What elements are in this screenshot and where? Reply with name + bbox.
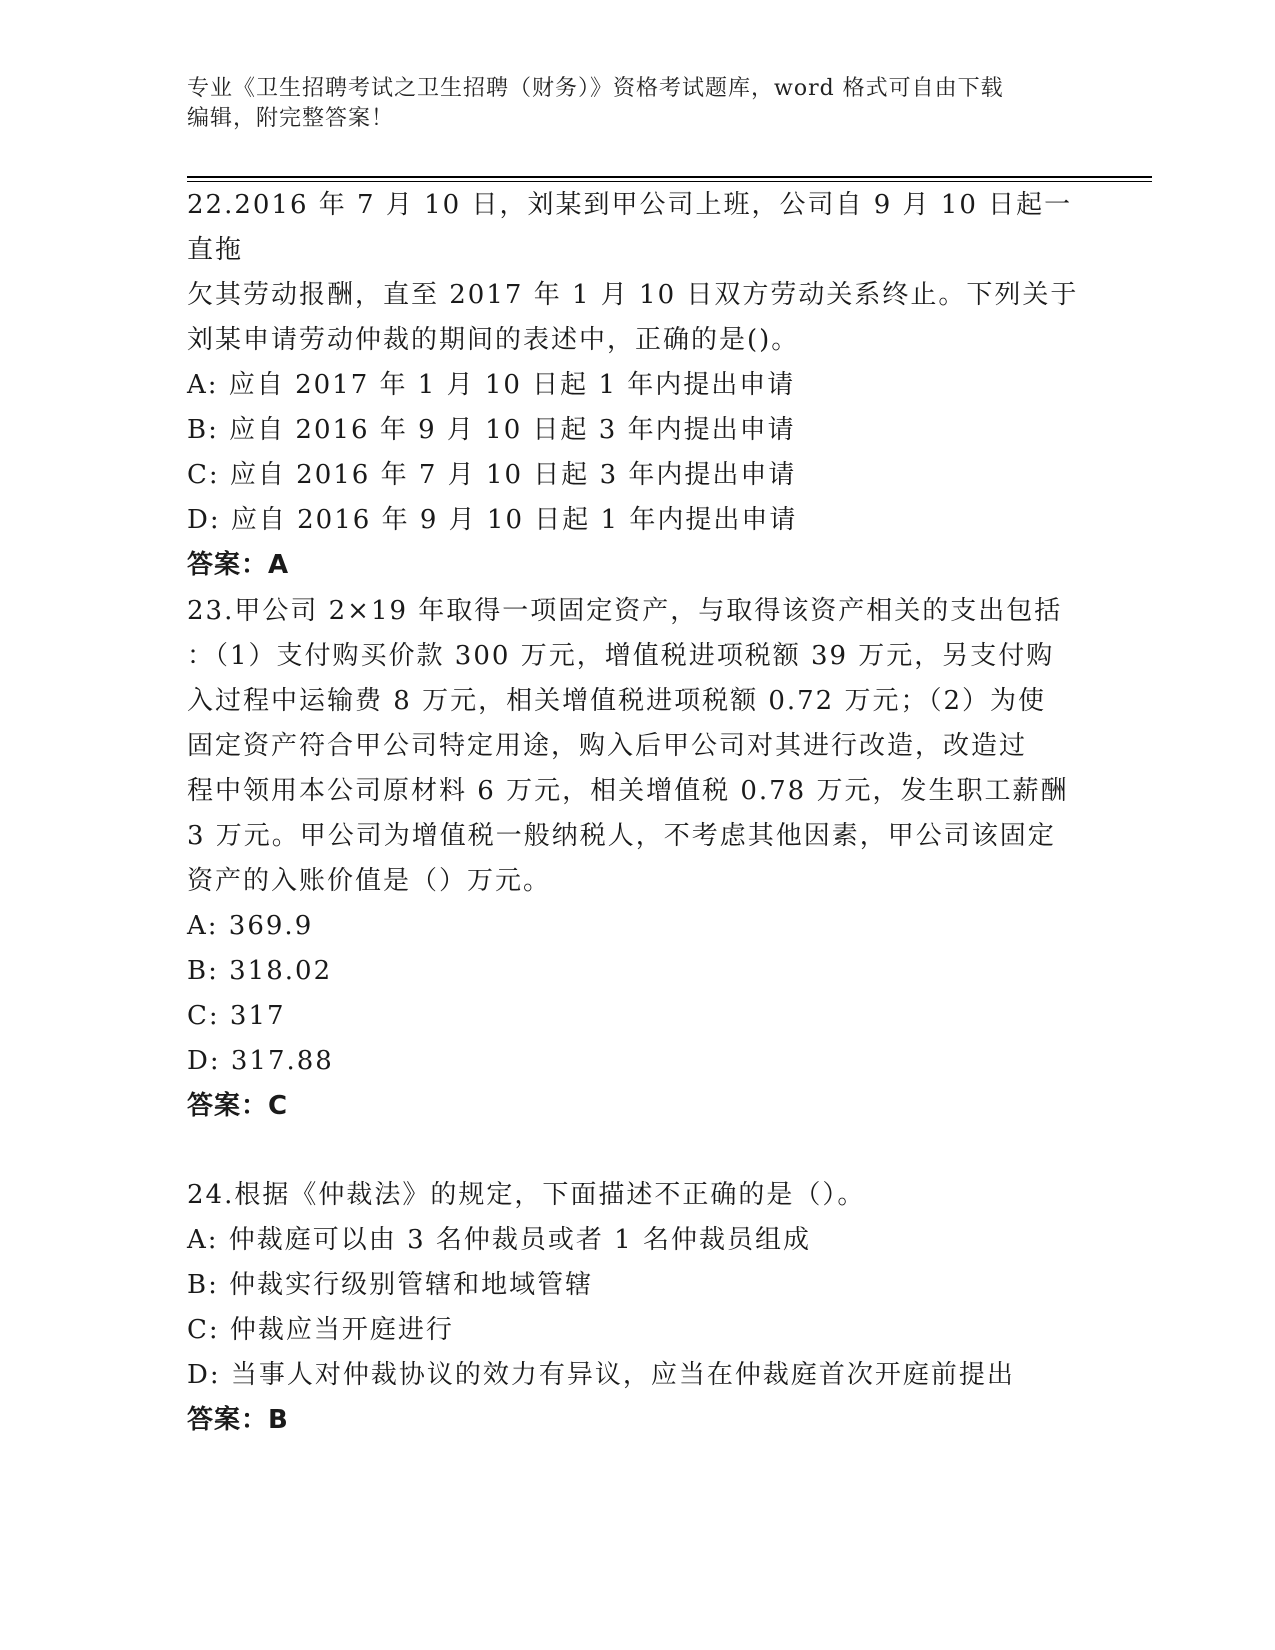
option-b: B: 应自 2016 年 9 月 10 日起 3 年内提出申请 (187, 415, 796, 445)
option-b: B: 仲裁实行级别管辖和地域管辖 (187, 1270, 594, 1300)
header-divider-thin (187, 181, 1152, 182)
answer: 答案：C (187, 1091, 289, 1121)
question-stem-line: 刘某申请劳动仲裁的期间的表述中，正确的是()。 (187, 325, 800, 355)
question-stem-line: 资产的入账价值是（）万元。 (187, 866, 552, 896)
question-24 (187, 1173, 1087, 1443)
header-line-2: 编辑，附完整答案！ (187, 106, 395, 131)
question-stem-line: 23.甲公司 2×19 年取得一项固定资产，与取得该资产相关的支出包括 (187, 596, 1063, 626)
option-d: D: 应自 2016 年 9 月 10 日起 1 年内提出申请 (187, 505, 798, 535)
question-stem-line: 程中领用本公司原材料 6 万元，相关增值税 0.78 万元，发生职工薪酬 (187, 776, 1069, 806)
header-divider-thick (187, 176, 1152, 178)
option-d: D: 当事人对仲裁协议的效力有异议，应当在仲裁庭首次开庭前提出 (187, 1360, 1015, 1390)
question-stem-line: 3 万元。甲公司为增值税一般纳税人，不考虑其他因素，甲公司该固定 (187, 821, 1056, 851)
document-header (187, 74, 1087, 134)
option-a: A: 应自 2017 年 1 月 10 日起 1 年内提出申请 (187, 370, 796, 400)
option-c: C: 317 (187, 1001, 286, 1031)
option-d: D: 317.88 (187, 1046, 334, 1076)
question-stem-line: 22.2016 年 7 月 10 日，刘某到甲公司上班，公司自 9 月 10 日起一直拖 (187, 190, 1073, 265)
question-stem-line: 24.根据《仲裁法》的规定，下面描述不正确的是（）。 (187, 1180, 866, 1210)
option-b: B: 318.02 (187, 956, 333, 986)
option-c: C: 应自 2016 年 7 月 10 日起 3 年内提出申请 (187, 460, 797, 490)
answer: 答案：B (187, 1405, 289, 1435)
question-stem-line: 入过程中运输费 8 万元，相关增值税进项税额 0.72 万元；（2）为使 (187, 686, 1047, 716)
option-a: A: 369.9 (187, 911, 314, 941)
question-stem-line: ：（1）支付购买价款 300 万元，增值税进项税额 39 万元，另支付购 (187, 641, 1055, 671)
option-a: A: 仲裁庭可以由 3 名仲裁员或者 1 名仲裁员组成 (187, 1225, 811, 1255)
question-22 (187, 183, 1087, 588)
header-line-1: 专业《卫生招聘考试之卫生招聘（财务）》资格考试题库，word 格式可自由下载 (187, 76, 1004, 101)
question-23 (187, 589, 1087, 1129)
question-stem-line: 固定资产符合甲公司特定用途，购入后甲公司对其进行改造，改造过 (187, 731, 1028, 761)
question-stem-line: 欠其劳动报酬，直至 2017 年 1 月 10 日双方劳动关系终止。下列关于 (187, 280, 1079, 310)
answer: 答案：A (187, 550, 290, 580)
option-c: C: 仲裁应当开庭进行 (187, 1315, 454, 1345)
